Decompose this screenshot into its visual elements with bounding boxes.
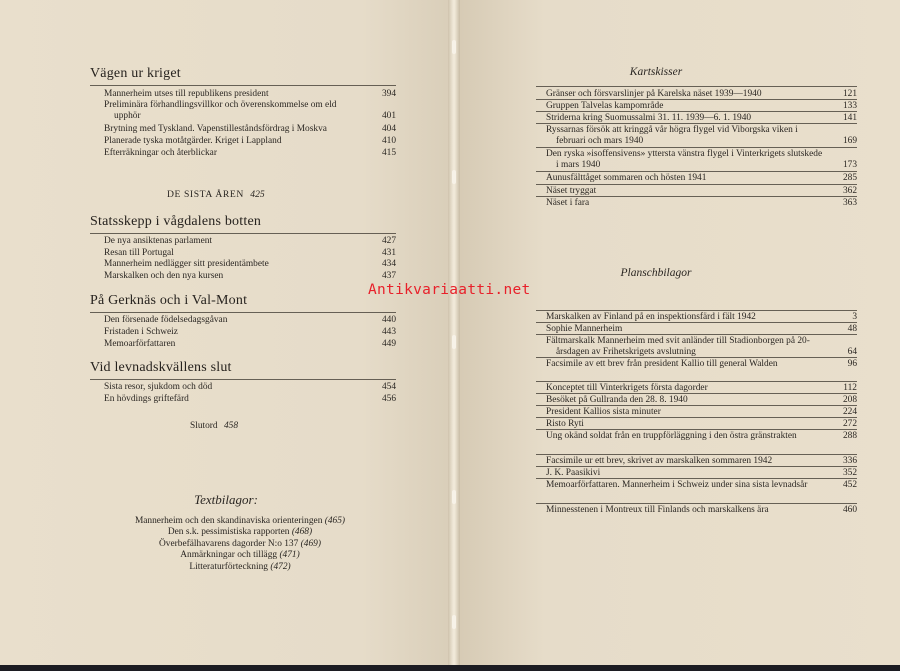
section-heading-levnadskvallens-slut: Vid levnadskvällens slut bbox=[90, 360, 232, 375]
plansch-entry: Minnesstenen i Montreux till Finlands och marskalkens ära 460 bbox=[546, 505, 857, 515]
plansch-entry: Facsimile ur ett brev, skrivet av marskalken sommaren 1942 336 bbox=[546, 456, 857, 466]
slutord-label: Slutord bbox=[190, 421, 218, 431]
planschbilagor-heading: Planschbilagor bbox=[620, 267, 692, 279]
plansch-entry: Besöket på Gullranda den 28. 8. 1940 208 bbox=[546, 395, 857, 405]
part-heading bbox=[167, 189, 265, 200]
plansch-entry: Fältmarskalk Mannerheim med svit anländer till Stadionborgen på 20-årsdagen av Frihetskrigets avslutning 64 bbox=[546, 336, 857, 357]
textbilagor-item: Mannerheim och den skandinaviska orienteringen (465) bbox=[134, 516, 346, 526]
plansch-entry: Facsimile av ett brev från president Kallio till general Walden 96 bbox=[546, 359, 857, 369]
divider bbox=[536, 196, 857, 197]
divider bbox=[536, 357, 857, 358]
slutord bbox=[190, 421, 238, 431]
toc-entry: Planerade tyska motåtgärder. Kriget i Lappland 410 bbox=[104, 136, 396, 146]
textbilagor-item: Litteraturförteckning (472) bbox=[189, 561, 291, 572]
toc-entry: Fristaden i Schweiz 443 bbox=[104, 327, 396, 337]
toc-entry: Memoarförfattaren 449 bbox=[104, 339, 396, 349]
divider bbox=[536, 322, 857, 323]
toc-entry: Mannerheim utses till republikens president 394 bbox=[104, 89, 396, 99]
divider bbox=[536, 454, 857, 455]
divider bbox=[536, 310, 857, 311]
divider bbox=[90, 312, 396, 313]
part-heading-page: 425 bbox=[250, 189, 265, 200]
divider bbox=[536, 417, 857, 418]
divider bbox=[536, 466, 857, 467]
toc-entry: Brytning med Tyskland. Vapenstilleståndsfördrag i Moskva 404 bbox=[104, 124, 396, 134]
divider bbox=[536, 171, 857, 172]
divider bbox=[90, 85, 396, 86]
textbilagor-item: Anmärkningar och tillägg (471) bbox=[180, 550, 300, 561]
divider bbox=[536, 111, 857, 112]
plansch-entry: J. K. Paasikivi 352 bbox=[546, 468, 857, 478]
divider bbox=[536, 147, 857, 148]
kartskiss-entry: Aunusfälttåget sommaren och hösten 1941 285 bbox=[546, 173, 857, 183]
textbilagor-item: Överbefälhavarens dagorder N:o 137 (469) bbox=[159, 538, 321, 549]
toc-entry: Efterräkningar och återblickar 415 bbox=[104, 148, 396, 158]
plansch-entry: Memoarförfattaren. Mannerheim i Schweiz under sina sista levnadsår 452 bbox=[546, 480, 857, 490]
scan-background bbox=[0, 665, 900, 671]
binding-stitch bbox=[452, 40, 456, 54]
divider bbox=[536, 334, 857, 335]
divider bbox=[90, 233, 396, 234]
toc-entry: Resan till Portugal 431 bbox=[104, 248, 396, 258]
kartskiss-entry: Näset i fara 363 bbox=[546, 198, 857, 208]
divider bbox=[536, 123, 857, 124]
divider bbox=[536, 86, 857, 87]
section-heading-statsskepp: Statsskepp i vågdalens botten bbox=[90, 214, 262, 229]
toc-entry: Marskalken och den nya kursen 437 bbox=[104, 271, 396, 281]
plansch-entry: Risto Ryti 272 bbox=[546, 419, 857, 429]
divider bbox=[536, 429, 857, 430]
divider bbox=[536, 393, 857, 394]
divider bbox=[90, 379, 396, 380]
kartskiss-entry: Ryssarnas försök att kringgå vår högra flygel vid Viborgska viken i februari och mars 1940 169 bbox=[546, 125, 857, 146]
section-heading-vagen-ur-kriget: Vägen ur kriget bbox=[90, 66, 181, 81]
watermark-text: Antikvariaatti.net bbox=[368, 282, 531, 298]
textbilagor-item: Den s.k. pessimistiska rapporten (468) bbox=[167, 527, 313, 538]
part-heading-label: DE SISTA ÅREN bbox=[167, 189, 244, 200]
binding-stitch bbox=[452, 490, 456, 504]
toc-entry: Mannerheim nedlägger sitt presidentämbete 434 bbox=[104, 259, 396, 269]
toc-entry: De nya ansiktenas parlament 427 bbox=[104, 236, 396, 246]
divider bbox=[536, 184, 857, 185]
slutord-page: 458 bbox=[223, 421, 239, 431]
kartskiss-entry: Den ryska »isoffensivens» yttersta vänstra flygel i Vinterkrigets slutskede i mars 1940 173 bbox=[546, 149, 857, 170]
toc-entry: En hövdings griftefärd 456 bbox=[104, 394, 396, 404]
divider bbox=[536, 381, 857, 382]
divider bbox=[536, 99, 857, 100]
section-heading-gerknas: På Gerknäs och i Val-Mont bbox=[90, 293, 248, 308]
plansch-entry: Marskalken av Finland på en inspektionsfärd i fält 1942 3 bbox=[546, 312, 857, 322]
kartskisser-heading: Kartskisser bbox=[629, 66, 683, 78]
toc-entry: Sista resor, sjukdom och död 454 bbox=[104, 382, 396, 392]
toc-entry: Den försenade födelsedagsgåvan 440 bbox=[104, 315, 396, 325]
plansch-entry: President Kallios sista minuter 224 bbox=[546, 407, 857, 417]
divider bbox=[536, 405, 857, 406]
divider bbox=[536, 503, 857, 504]
textbilagor-heading: Textbilagor: bbox=[194, 492, 258, 507]
kartskiss-entry: Näset tryggat 362 bbox=[546, 186, 857, 196]
binding-stitch bbox=[452, 615, 456, 629]
kartskiss-entry: Striderna kring Suomussalmi 31. 11. 1939—6. 1. 1940 141 bbox=[546, 113, 857, 123]
divider bbox=[536, 478, 857, 479]
plansch-entry: Konceptet till Vinterkrigets första dagorder 112 bbox=[546, 383, 857, 393]
kartskiss-entry: Gränser och försvarslinjer på Karelska näset 1939—1940 121 bbox=[546, 89, 857, 99]
toc-entry: Preliminära förhandlingsvillkor och överenskommelse om eld upphör 401 bbox=[104, 100, 396, 121]
binding-stitch bbox=[452, 335, 456, 349]
textbilagor-list bbox=[40, 516, 440, 573]
plansch-entry: Ung okänd soldat från en truppförläggning i den östra gränstrakten 288 bbox=[546, 431, 857, 441]
binding-stitch bbox=[452, 170, 456, 184]
kartskiss-entry: Gruppen Talvelas kampområde 133 bbox=[546, 101, 857, 111]
right-page bbox=[456, 0, 900, 671]
plansch-entry: Sophie Mannerheim 48 bbox=[546, 324, 857, 334]
